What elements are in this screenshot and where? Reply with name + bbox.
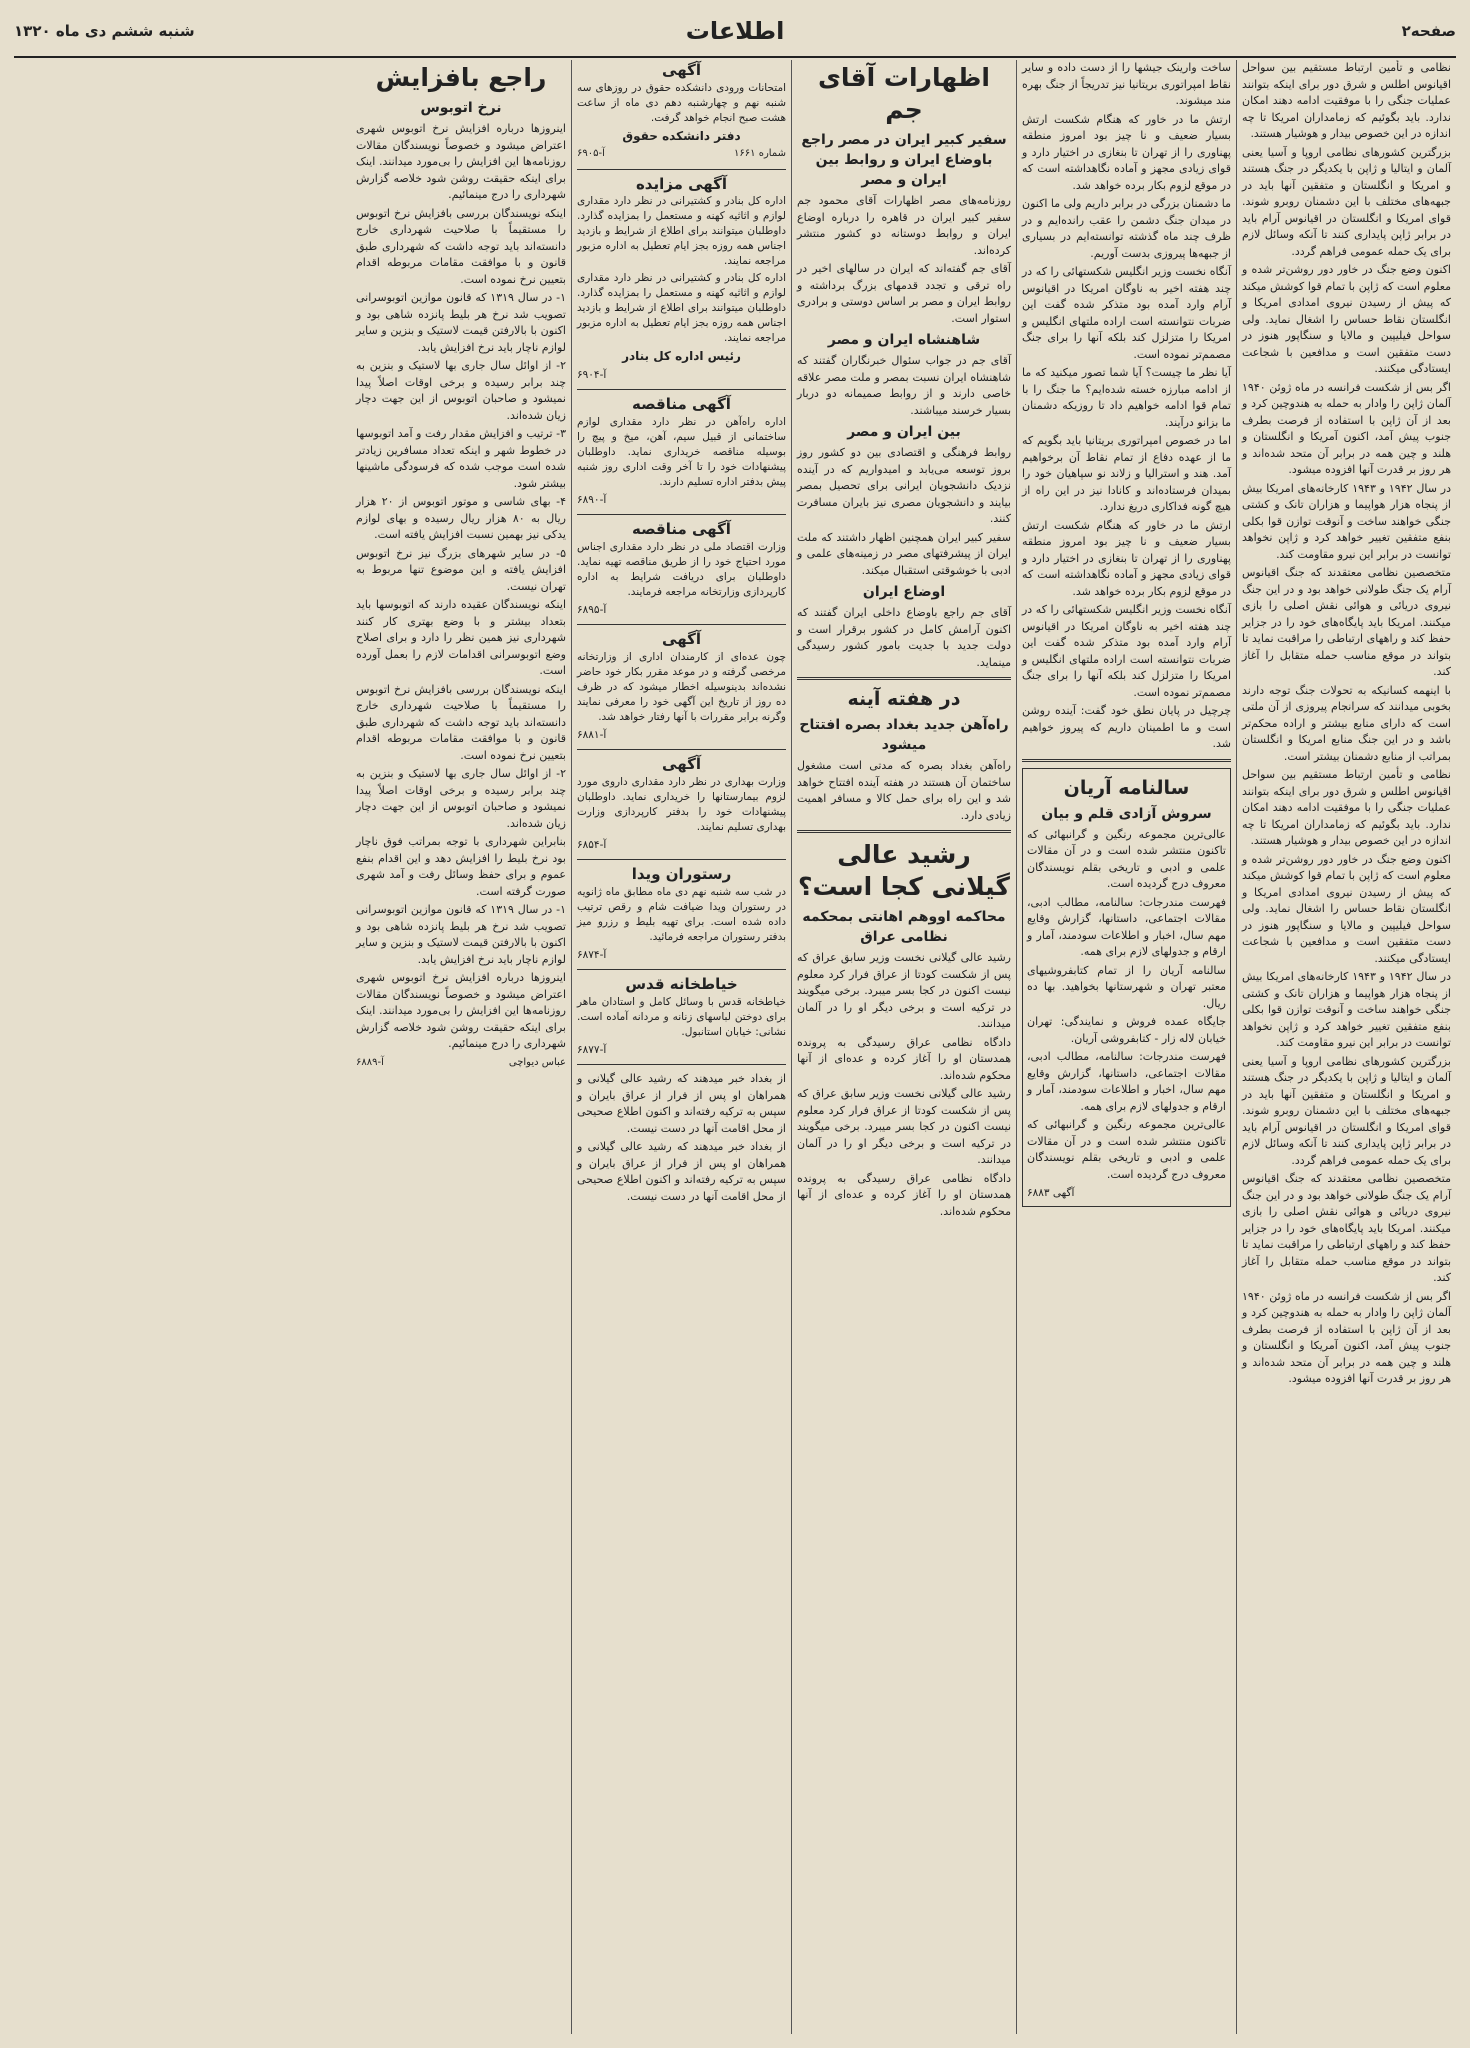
- ad-signature: دفتر دانشکده حقوق: [622, 128, 741, 143]
- author-name: عباس دیواچی: [508, 1056, 566, 1068]
- paragraph: نظامی و تأمین ارتباط مستقیم بین سواحل اقیانوس اطلس و شرق دور برای اینکه بتوانند عملیات جنگی را با موفقیت ادامه دهند امکان ندارد. باید بگوئیم که زمامداران امریکا تا چه اندازه در این خصوص بیدار و هوشیار هستند.: [1242, 768, 1451, 847]
- column-jam-interview: [791, 60, 1016, 2034]
- ad-title: آگهی: [662, 630, 701, 648]
- headline-next-week: در هفته آینه: [847, 688, 961, 710]
- paragraph: اینکه نویسندگان بررسی بافزایش نرخ اتوبوس را مستقیماً با صلاحیت شهرداری خارج دانسته‌اند باید توجه داشت که شهرداری طبق قانون و با موافقت مقامات مربوطه اقدام بتعیین نرخ نموده است.: [356, 682, 566, 762]
- paragraph: ۲- از اوائل سال جاری بها لاستیک و بنزین به چند برابر رسیده و برخی اوقات اصلاً پیدا نمیشود و صاحبان اتوبوس از این جهت دچار زیان شده‌اند.: [356, 359, 566, 422]
- paragraph: آقای جم در جواب سئوال خبرنگاران گفتند که شاهنشاه ایران نسبت بمصر و ملت مصر علاقه خاصی دارند و از روابط صمیمانه دو دربار بسیار خرسند میباشند.: [797, 354, 1011, 417]
- ad-body: وزارت اقتصاد ملی در نظر دارد مقداری اجناس مورد احتیاج خود را از طریق مناقصه تهیه نماید. داوطلبان برای دریافت شرایط به اداره کارپردازی وزارتخانه مراجعه فرمایند.: [577, 540, 786, 598]
- paragraph: اینروزها درباره افزایش نرخ اتوبوس شهری اعتراض میشود و خصوصاً نویسندگان مقالات روزنامه‌ها این افزایش را بی‌مورد میدانند. اینک برای اینکه حقیقت روشن شود خلاصه گزارش شهرداری را درج مینمائیم.: [356, 971, 566, 1050]
- paragraph: اینکه نویسندگان عقیده دارند که اتوبوسها باید بتعداد بیشتر و با وضع بهتری کار کنند شهرداری نیز همین نظر را دارد و برای اصلاح وضع اتوبوسرانی اقدامات لازم را بعمل آورده است.: [356, 598, 566, 677]
- ad-code: آ-۶۸۹۵: [577, 603, 607, 616]
- section-heading: بین ایران و مصر: [847, 424, 961, 440]
- ad-code: آ-۶۹۰۵: [577, 148, 605, 159]
- paragraph: با اینهمه کسانیکه به تحولات جنگ توجه دارند بخوبی میدانند که سرانجام پیروزی از آن ملتی است که دارای منابع بیشتر و اراده محکم‌تر باشد و در این جنگ منابع امریکا و انگلستان بمراتب از منابع دشمنان بیشتر است.: [1242, 683, 1451, 763]
- paragraph: نظامی و تأمین ارتباط مستقیم بین سواحل اقیانوس اطلس و شرق دور برای اینکه بتوانند عملیات جنگی را با موفقیت ادامه دهند امکان ندارد. باید بگوئیم که زمامداران امریکا تا چه اندازه در این خصوص بیدار و هوشیار هستند.: [1242, 61, 1451, 140]
- ad-code: آ-۶۸۹۰: [577, 493, 607, 506]
- section-heading: شاهنشاه ایران و مصر: [827, 332, 981, 348]
- paragraph: آیا نظر ما چیست؟ آیا شما تصور میکنید که ما از ادامه مبارزه خسته شده‌ایم؟ ما جنگ را با تمام قوا ادامه خواهیم داد تا روزیکه دشمنان ما بزانو درآیند.: [1022, 366, 1231, 429]
- paragraph: عالی‌ترین مجموعه رنگین و گرانبهائی که تاکنون منتشر شده است و در آن مقالات علمی و ادبی و تاریخی بقلم نویسندگان معروف درج گردیده است.: [1027, 1118, 1226, 1181]
- ad-title: آگهی مزایده: [635, 174, 728, 193]
- paragraph: رشید عالی گیلانی نخست وزیر سابق عراق که پس از شکست کودتا از عراق فرار کرد معلوم نیست اکنون در کجا بسر میبرد. برخی میگویند در ترکیه است و برخی دیگر او را در آلمان میدانند.: [797, 1087, 1011, 1166]
- ad-number: شماره ۱۶۶۱: [734, 148, 786, 159]
- ad-code: آ-۶۸۷۷: [577, 1043, 607, 1056]
- ad-title: آگهی مناقصه: [632, 520, 731, 538]
- page-label: صفحه۲: [1401, 22, 1456, 40]
- paragraph: فهرست مندرجات: سالنامه، مطالب ادبی، مقالات اجتماعی، داستانها، گزارش وقایع مهم سال، اخبار و اطلاعات سودمند، آمار و ارقام و جدولهای لازم برای همه.: [1027, 895, 1226, 958]
- paragraph: راه‌آهن بغداد بصره که مدتی است مشغول ساختمان آن هستند در هفته آینده افتتاح خواهد شد و این راه برای حمل کالا و مسافر اهمیت زیادی دارد.: [797, 759, 1011, 822]
- paragraph: آقای جم راجع باوضاع داخلی ایران گفتند که اکنون آرامش کامل در کشور برقرار است و دولت جدید با جدیت بامور کشور رسیدگی مینماید.: [797, 606, 1011, 669]
- paragraph: ۲- از اوائل سال جاری بها لاستیک و بنزین به چند برابر رسیده و برخی اوقات اصلاً پیدا نمیشود و صاحبان اتوبوس از این جهت دچار زیان شده‌اند.: [356, 767, 566, 830]
- ad-code: آ-۶۸۷۴: [577, 948, 607, 961]
- paragraph: از بغداد خبر میدهند که رشید عالی گیلانی و همراهان او پس از فرار از عراق بایران و سپس به ترکیه رفته‌اند و اکنون اطلاع صحیحی از محل اقامت آنها در دست نیست.: [577, 1140, 786, 1203]
- paragraph: آنگاه نخست وزیر انگلیس شکستهائی را که در چند هفته اخیر به ناوگان امریکا در اقیانوس آرام وارد آمده بود متذکر شده گفت این ضربات نتوانسته است اراده ملتهای انگلیس و امریکا را متزلزل کند بلکه آنها را برای جنگ مصمم‌تر نموده است.: [1022, 265, 1231, 361]
- divider: [577, 969, 786, 970]
- subheadline-railway: راه‌آهن جدید بغداد بصره افتتاح میشود: [799, 717, 1009, 753]
- paragraph: بزرگترین کشورهای نظامی اروپا و آسیا یعنی آلمان و ایتالیا و ژاپن با یکدیگر در جنگ هستند و امریکا و انگلستان و متفقین آنها باید در جبهه‌های مختلف با این دشمنان روبرو شوند. قوای امریکا و انگلستان در اقیانوس آرام باید در برابر ژاپن پایداری کنند تا آنکه وسائل لازم برای یک حمله عمومی فراهم گردد.: [1242, 145, 1451, 258]
- paragraph: ۵- در سایر شهرهای بزرگ نیز نرخ اتوبوس افزایش یافته و این موضوع تنها مربوط به تهران نیست.: [356, 546, 566, 593]
- paragraph: روزنامه‌های مصر اظهارات آقای محمود جم سفیر کبیر ایران در قاهره را درباره اوضاع ایران و روابط دوستانه دو کشور منتشر کرده‌اند.: [797, 194, 1011, 257]
- paragraph: آقای جم گفته‌اند که ایران در سالهای اخیر در راه ترقی و تجدد قدمهای بزرگ برداشته و روابط ایران و مصر بر اساس دوستی و برادری استوار است.: [797, 262, 1011, 325]
- paragraph: اینروزها درباره افزایش نرخ اتوبوس شهری اعتراض میشود و خصوصاً نویسندگان مقالات روزنامه‌ها این افزایش را بی‌مورد میدانند. اینک برای اینکه حقیقت روشن شود خلاصه گزارش شهرداری را درج مینمائیم.: [356, 122, 566, 201]
- paragraph: روابط فرهنگی و اقتصادی بین دو کشور روز بروز توسعه می‌یابد و امیدواریم که در آینده نزدیک دانشجویان ایرانی برای تحصیل بمصر بیایند و دانشجویان مصری نیز بایران مسافرت کنند.: [797, 446, 1011, 525]
- paragraph: فهرست مندرجات: سالنامه، مطالب ادبی، مقالات اجتماعی، داستانها، گزارش وقایع مهم سال، اخبار و اطلاعات سودمند، آمار و ارقام و جدولهای لازم برای همه.: [1027, 1050, 1226, 1113]
- column-bus-fare: [351, 60, 571, 2034]
- divider: [577, 624, 786, 625]
- subheadline-jam: سفیر کبیر ایران در مصر راجع باوضاع ایران و روابط بین ایران و مصر: [801, 132, 1007, 188]
- paragraph: ۱- در سال ۱۳۱۹ که قانون موازین اتوبوسرانی تصویب شد نرخ هر بلیط پانزده شاهی بود و اکنون با بالارفتن قیمت لاستیک و بنزین و سایر لوازم ناچار باید نرخ افزایش یابد.: [356, 291, 566, 354]
- paragraph: ۳- ترتیب و افزایش مقدار رفت و آمد اتوبوسها در خطوط شهر و اینکه تعداد مسافرین زیادتر شده است موجب شده که فرسودگی ماشینها بیشتر شود.: [356, 427, 566, 490]
- paragraph: اکنون وضع جنگ در خاور دور روشن‌تر شده و معلوم است که ژاپن با تمام قوا کوشش میکند که پیش از رسیدن نیروی امدادی امریکا و انگلستان نقاط حساس را اشغال نماید. ولی سواحل فیلیپین و مالایا و سنگاپور هنوز در دست متفقین است و مدافعین با شجاعت ایستادگی میکنند.: [1242, 852, 1451, 965]
- paragraph: اگر بس از شکست فرانسه در ماه ژوئن ۱۹۴۰ آلمان ژاپن را وادار به حمله به هندوچین کرد و بعد از آن ژاپن با استفاده از فرصت بطرف جنوب پیش آمد، اکنون آمریکا و انگلستان و هلند و چین همه در برابر آن متحد شده‌اند و هر روز بر قدرت آنها افزوده میشود.: [1242, 1289, 1451, 1385]
- ad-body: اداره کل بنادر و کشتیرانی در نظر دارد مقداری لوازم و اثاثیه کهنه و مستعمل را بمزایده گذارد. داوطلبان میتوانند برای اطلاع از شرایط و بازدید اجناس همه روزه بجز ایام تعطیل به اداره مزبور مراجعه نمایند.: [577, 195, 786, 267]
- ad-body: امتحانات ورودی دانشکده حقوق در روزهای سه شنبه نهم و چهارشنبه دهم دی ماه از ساعت هشت صبح انجام خواهد گرفت.: [577, 81, 786, 124]
- paragraph: اکنون وضع جنگ در خاور دور روشن‌تر شده و معلوم است که ژاپن با تمام قوا کوشش میکند که پیش از رسیدن نیروی امدادی امریکا و انگلستان نقاط حساس را اشغال نماید. ولی سواحل فیلیپین و مالایا و سنگاپور هنوز در دست متفقین است و مدافعین با شجاعت ایستادگی میکنند.: [1242, 263, 1451, 375]
- paragraph: چرچیل در پایان نطق خود گفت: آینده روشن است و ما اطمینان داریم که پیروز خواهیم شد.: [1022, 704, 1231, 750]
- paragraph: اگر بس از شکست فرانسه در ماه ژوئن ۱۹۴۰ آلمان ژاپن را وادار به حمله به هندوچین کرد و بعد از آن ژاپن با استفاده از فرصت بطرف جنوب پیش آمد، اکنون آمریکا و انگلستان و هلند و چین همه در برابر آن متحد شده‌اند و هر روز بر قدرت آنها افزوده میشود.: [1242, 380, 1451, 476]
- ad-body: خیاطخانه قدس با وسائل کامل و استادان ماهر برای دوختن لباسهای زنانه و مردانه آماده است. نشانی: خیابان استانبول.: [577, 995, 786, 1038]
- ad-body: در شب سه شنبه نهم دی ماه مطابق ماه ژانویه در رستوران ویدا ضیافت شام و رقص ترتیب داده شده است. برای تهیه بلیط و رزرو میز بدفتر رستوران مراجعه فرمائید.: [577, 885, 786, 943]
- ad-signature: رئیس اداره کل بنادر: [622, 349, 741, 363]
- headline-jam: اظهارات آقای جم: [817, 63, 991, 124]
- paragraph: متخصصین نظامی معتقدند که جنگ اقیانوس آرام یک جنگ طولانی خواهد بود و در این جنگ نیروی دریائی و هوائی نقش اصلی را بازی میکنند. امریکا باید پایگاه‌های خود را در جزایر حفظ کند و راههای ارتباطی را مراقبت نماید تا بتواند در موقع مناسب حمله متقابل را آغاز کند.: [1242, 1172, 1451, 1284]
- almanac-title: سالنامه آریان: [1063, 776, 1190, 799]
- paragraph: آنگاه نخست وزیر انگلیس شکستهائی را که در چند هفته اخیر به ناوگان امریکا در اقیانوس آرام وارد آمده بود متذکر شده گفت این ضربات نتوانسته است اراده ملتهای انگلیس و امریکا را متزلزل کند بلکه آنها را برای جنگ مصمم‌تر نموده است.: [1022, 603, 1231, 699]
- ad-title: خیاطخانه قدس: [625, 975, 738, 993]
- ad-code: آ-۶۸۸۹: [356, 1056, 384, 1068]
- paragraph: رشید عالی گیلانی نخست وزیر سابق عراق که پس از شکست کودتا از عراق فرار کرد معلوم نیست اکنون در کجا بسر میبرد. برخی میگویند در ترکیه است و برخی دیگر او را در آلمان میدانند.: [797, 951, 1011, 1030]
- paragraph: دادگاه نظامی عراق رسیدگی به پرونده همدستان او را آغاز کرده و عده‌ای از آنها محکوم شده‌اند.: [797, 1035, 1011, 1082]
- paragraph: ما دشمنان بزرگی در برابر داریم ولی ما اکنون در میدان جنگ دشمن را عقب رانده‌ایم و در ظرف چند ماه گذشته توانسته‌ایم در بسیاری از جبهه‌ها پیروزی بدست آوریم.: [1022, 197, 1231, 260]
- divider: [577, 514, 786, 515]
- divider: [577, 169, 786, 170]
- paragraph: در سال ۱۹۴۲ و ۱۹۴۳ کارخانه‌های امریکا بیش از پنجاه هزار هواپیما و هزاران تانک و کشتی جنگی خواهند ساخت و آنوقت توازن قوا بکلی بنفع متفقین تغییر خواهد کرد و ژاپن نخواهد توانست در برابر این نیرو مقاومت کند.: [1242, 481, 1451, 561]
- masthead: [14, 6, 1456, 58]
- ad-title: آگهی: [662, 61, 701, 79]
- ad-body: اداره کل بنادر و کشتیرانی در نظر دارد مقداری لوازم و اثاثیه کهنه و مستعمل را بمزایده گذارد. داوطلبان میتوانند برای اطلاع از شرایط و بازدید اجناس همه روزه بجز ایام تعطیل به اداره مزبور مراجعه نمایند.: [577, 272, 786, 344]
- divider: [577, 749, 786, 750]
- paragraph: دادگاه نظامی عراق رسیدگی به پرونده همدستان او را آغاز کرده و عده‌ای از آنها محکوم شده‌اند.: [797, 1171, 1011, 1218]
- divider: [797, 830, 1011, 833]
- paragraph: متخصصین نظامی معتقدند که جنگ اقیانوس آرام یک جنگ طولانی خواهد بود و در این جنگ نیروی دریائی و هوائی نقش اصلی را بازی میکنند. امریکا باید پایگاه‌های خود را در جزایر حفظ کند و راههای ارتباطی را مراقبت نماید تا بتواند در موقع مناسب حمله متقابل را آغاز کند.: [1242, 566, 1451, 678]
- paragraph: سالنامه آریان را از تمام کتابفروشیهای معتبر تهران و شهرستانها بخواهید. بها ده ریال.: [1027, 963, 1226, 1010]
- subheadline-bus-fare: نرخ اتوبوس: [420, 100, 502, 116]
- divider: [577, 1064, 786, 1065]
- ad-body: وزارت بهداری در نظر دارد مقداری داروی مورد لزوم بیمارستانها را خریداری نماید. داوطلبان پیشنهادات خود را بدفتر کارپردازی وزارت بهداری تسلیم نمایند.: [577, 775, 786, 833]
- ad-title: آگهی مناقصه: [632, 395, 731, 413]
- ad-code: آ-۶۹۰۴: [577, 368, 607, 381]
- ad-title: آگهی: [662, 755, 701, 773]
- divider: [1022, 759, 1231, 762]
- article-footer: [356, 1055, 566, 1072]
- subheadline-court: محاکمه اووهم اهانتی بمحکمه نظامی عراق: [802, 909, 1006, 945]
- column-war-analysis: [1236, 60, 1456, 2034]
- paragraph: ارتش ما در خاور که هنگام شکست ارتش بسیار ضعیف و نا چیز بود امروز منطقه پهناوری را از تهران تا بنغازی در اختیار دارد و قوای زیادی مجهز و آماده نگاهداشته است که در موقع لزوم بکار برده خواهد شد.: [1022, 112, 1231, 192]
- ad-body: چون عده‌ای از کارمندان اداری از وزارتخانه مرخصی گرفته و در موعد مقرر بکار خود حاضر نشده‌اند بدینوسیله اخطار میشود که در ظرف ده روز از تاریخ این آگهی خود را معرفی نمایند وگرنه برابر مقررات با آنها رفتار خواهد شد.: [577, 650, 786, 723]
- ad-title: رستوران ویدا: [631, 865, 732, 883]
- paragraph: بنابراین شهرداری با توجه بمراتب فوق ناچار بود نرخ بلیط را افزایش دهد و این اقدام بنفع عموم و برای حفظ وسائل رفت و آمد شهری صورت گرفته است.: [356, 835, 566, 898]
- divider: [577, 859, 786, 860]
- headline-bus-fare: راجع بافزایش: [375, 63, 547, 92]
- ad-footer: [577, 146, 786, 163]
- ad-code: آ-۶۸۵۴: [577, 838, 607, 851]
- paragraph: در سال ۱۹۴۲ و ۱۹۴۳ کارخانه‌های امریکا بیش از پنجاه هزار هواپیما و هزاران تانک و کشتی جنگی خواهند ساخت و آنوقت توازن قوا بکلی بنفع متفقین تغییر خواهد کرد و ژاپن نخواهد توانست در برابر این نیرو مقاومت کند.: [1242, 970, 1451, 1049]
- columns: [14, 60, 1456, 2034]
- paragraph: ارتش ما در خاور که هنگام شکست ارتش بسیار ضعیف و نا چیز بود امروز منطقه پهناوری را از تهران تا بنغازی در اختیار دارد و قوای زیادی مجهز و آماده نگاهداشته است که در موقع لزوم بکار برده خواهد شد.: [1022, 518, 1231, 598]
- paragraph: جایگاه عمده فروش و نمایندگی: تهران خیابان لاله زار - کتابفروشی آریان.: [1027, 1015, 1226, 1045]
- issue-date: شنبه ششم دی ماه ۱۳۲۰: [14, 22, 195, 40]
- paper-name: اطلاعات: [685, 17, 785, 45]
- paragraph: از بغداد خبر میدهند که رشید عالی گیلانی و همراهان او پس از فرار از عراق بایران و سپس به ترکیه رفته‌اند و اکنون اطلاع صحیحی از محل اقامت آنها در دست نیست.: [577, 1072, 786, 1135]
- divider: [577, 389, 786, 390]
- almanac-ad: [1022, 768, 1231, 1207]
- almanac-subtitle: سروش آزادی قلم و بیان: [1041, 805, 1212, 822]
- ad-code: آگهی ۶۸۸۳: [1027, 1187, 1075, 1199]
- paragraph: عالی‌ترین مجموعه رنگین و گرانبهائی که تاکنون منتشر شده است و در آن مقالات علمی و ادبی و تاریخی بقلم نویسندگان معروف درج گردیده است.: [1027, 827, 1226, 890]
- section-heading: اوضاع ایران: [862, 584, 946, 600]
- paragraph: بزرگترین کشورهای نظامی اروپا و آسیا یعنی آلمان و ایتالیا و ژاپن با یکدیگر در جنگ هستند و امریکا و انگلستان و متفقین آنها باید در جبهه‌های مختلف با این دشمنان روبرو شوند. قوای امریکا و انگلستان در اقیانوس آرام باید در برابر ژاپن پایداری کنند تا آنکه وسائل لازم برای یک حمله عمومی فراهم گردد.: [1242, 1054, 1451, 1167]
- paragraph: اینکه نویسندگان بررسی بافزایش نرخ اتوبوس را مستقیماً با صلاحیت شهرداری خارج دانسته‌اند باید توجه داشت که شهرداری طبق قانون و با موافقت مقامات مربوطه اقدام بتعیین نرخ نموده است.: [356, 206, 566, 286]
- divider: [797, 677, 1011, 680]
- paragraph: اما در خصوص امپراتوری بریتانیا باید بگویم که ما از عهده دفاع از تمام نقاط آن برخواهیم آمد. هند و استرالیا و زلاند نو سپاهیان خود را بمیدان فرستاده‌اند و کانادا نیز در این راه از هیچ گونه فداکاری دریغ ندارد.: [1022, 434, 1231, 513]
- paragraph: ساخت وارینک جیشها را از دست داده و سایر نقاط امپراتوری بریتانیا نیز تدریجاً از جنگ بهره مند میشوند.: [1022, 61, 1231, 107]
- paragraph: ۱- در سال ۱۳۱۹ که قانون موازین اتوبوسرانی تصویب شد نرخ هر بلیط پانزده شاهی بود و اکنون با بالارفتن قیمت لاستیک و بنزین و سایر لوازم ناچار باید نرخ افزایش یابد.: [356, 903, 566, 966]
- paragraph: ۴- بهای شاسی و موتور اتوبوس از ۲۰ هزار ریال به ۸۰ هزار ریال رسیده و بهای لوازم یدکی نیز بهمین نسبت افزایش یافته است.: [356, 495, 566, 541]
- column-ads: [571, 60, 791, 2034]
- ad-code: آ-۶۸۸۱: [577, 728, 607, 741]
- ad-body: اداره راه‌آهن در نظر دارد مقداری لوازم ساختمانی از قبیل سیم، آهن، میخ و پیچ را بوسیله مناقصه خریداری نماید. داوطلبان پیشنهادات خود را تا آخر وقت اداری روز شنبه پیش بدفتر اداره تسلیم دارند.: [577, 415, 786, 488]
- headline-rashid-ali: رشید عالی گیلانی کجا است؟: [798, 840, 1010, 901]
- paragraph: سفیر کبیر ایران همچنین اظهار داشتند که ملت ایران از پیشرفتهای مصر در زمینه‌های علمی و ادبی با خوشوقتی استقبال میکند.: [797, 530, 1011, 577]
- column-churchill-speech: [1016, 60, 1236, 2034]
